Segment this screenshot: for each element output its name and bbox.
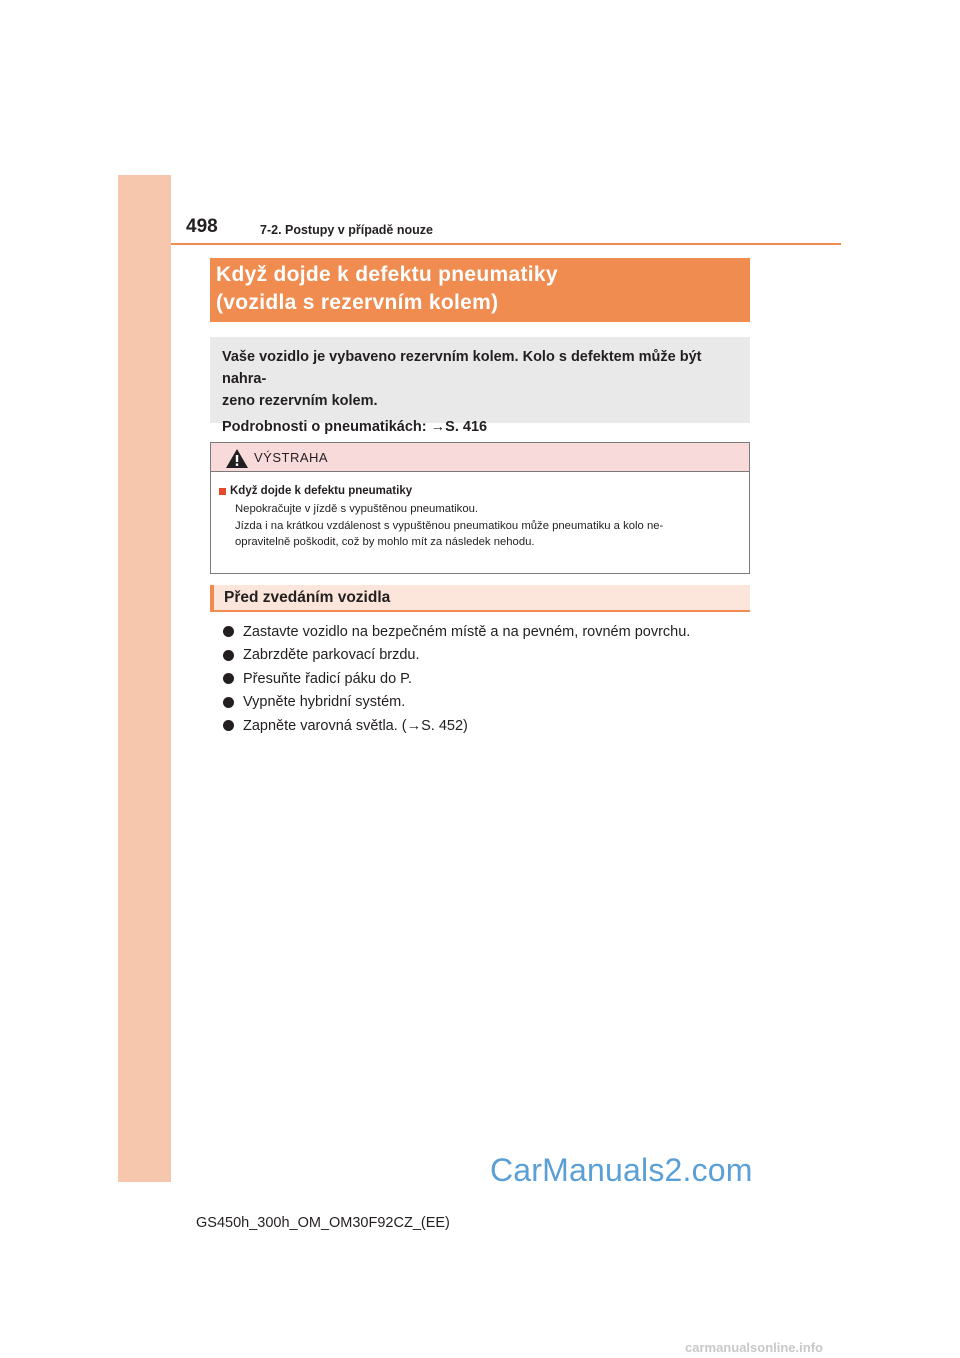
warning-triangle-icon xyxy=(226,449,248,468)
page-number: 498 xyxy=(186,216,218,237)
list-item xyxy=(223,667,750,691)
watermark-bottom[interactable]: carmanualsonline.info xyxy=(685,1340,823,1355)
intro-line-2: zeno rezervním kolem. xyxy=(222,393,378,409)
intro-line-1: Vaše vozidlo je vybaveno rezervním kolem. Kolo s defektem může být nahra- xyxy=(222,349,702,387)
header-rule xyxy=(171,243,841,245)
warning-body xyxy=(211,472,749,551)
step-text: Vypněte hybridní systém. xyxy=(243,694,406,711)
watermark-logo[interactable]: CarManuals2.com xyxy=(490,1152,753,1188)
warning-text-line-2: Jízda i na krátkou vzdálenost s vypuštěnou pneumatikou může pneumatiku a kolo ne- xyxy=(235,519,664,532)
step-text: Přesuňte řadicí páku do P. xyxy=(243,670,413,687)
title-line-1: Když dojde k defektu pneumatiky xyxy=(216,263,558,286)
title-line-2: (vozidla s rezervním kolem) xyxy=(216,291,499,314)
bullet-icon xyxy=(223,720,234,731)
square-bullet-icon xyxy=(219,488,226,495)
list-item xyxy=(223,620,750,644)
warning-header xyxy=(211,443,749,472)
list-item xyxy=(223,691,750,715)
bullet-icon xyxy=(223,673,234,684)
warning-text xyxy=(235,501,739,551)
page-title xyxy=(210,258,750,322)
list-item xyxy=(223,714,750,738)
step-text: Zabrzděte parkovací brzdu. xyxy=(243,647,420,664)
intro-box xyxy=(210,337,750,435)
step-text: Zastavte vozidlo na bezpečném místě a na pevném, rovném povrchu. xyxy=(243,623,691,640)
warning-text-line-1: Nepokračujte v jízdě s vypuštěnou pneumatikou. xyxy=(235,503,479,515)
bullet-icon xyxy=(223,626,234,637)
subheading xyxy=(210,585,750,612)
warning-item-title xyxy=(217,485,739,497)
warning-item-title-text: Když dojde k defektu pneumatiky xyxy=(230,485,413,497)
bullet-icon xyxy=(223,697,234,708)
list-item xyxy=(223,644,750,668)
warning-box xyxy=(210,442,750,574)
footer-document-code: GS450h_300h_OM_OM30F92CZ_(EE) xyxy=(196,1215,450,1231)
section-label: 7-2. Postupy v případě nouze xyxy=(260,223,433,237)
side-strip xyxy=(118,175,171,1182)
bullet-icon xyxy=(223,650,234,661)
subheading-text: Před zvedáním vozidla xyxy=(224,589,391,606)
steps-list xyxy=(223,620,750,738)
step-text-with-link[interactable]: Zapněte varovná světla. (→S. 452) xyxy=(243,717,468,734)
warning-title: VÝSTRAHA xyxy=(254,450,329,465)
warning-text-line-3: opravitelně poškodit, což by mohlo mít za následek nehodu. xyxy=(235,536,535,548)
intro-reference-link[interactable]: Podrobnosti o pneumatikách: →S. 416 xyxy=(222,419,488,435)
